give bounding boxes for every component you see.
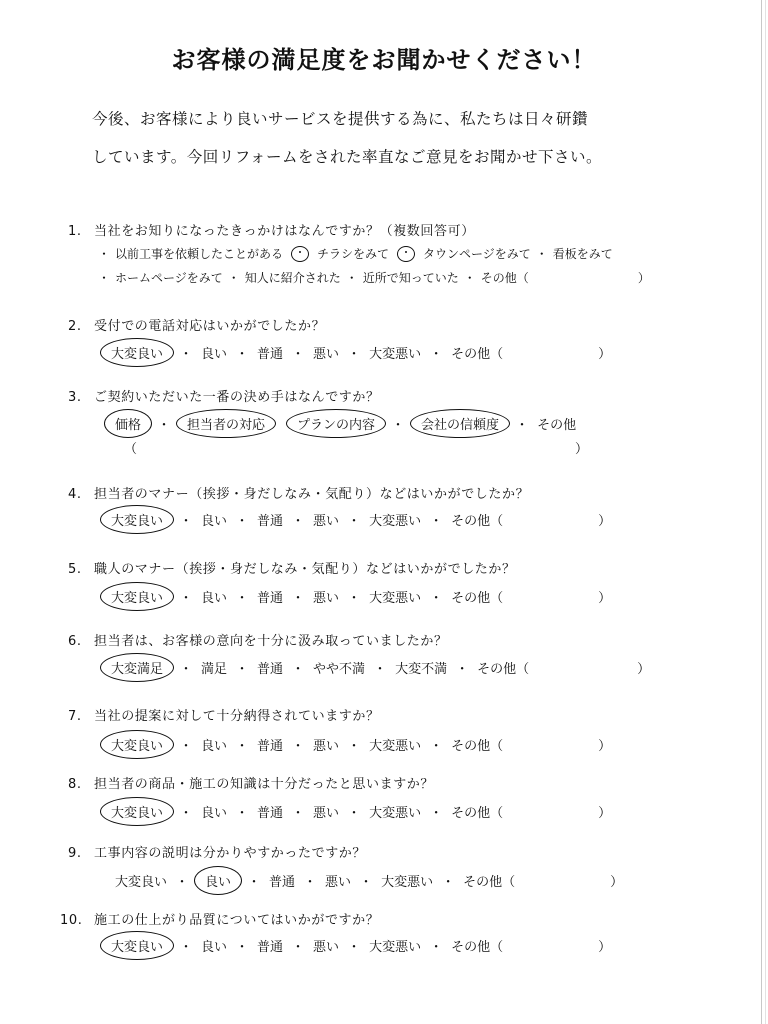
question-number: 1. — [68, 224, 82, 239]
option[interactable]: 悪い — [313, 739, 340, 754]
q1-options-row-1: ・ 以前工事を依頼したことがある ・ チラシをみて ・ タウンページをみて ・ 看板をみて — [96, 243, 616, 264]
option[interactable]: 普通 — [257, 514, 284, 529]
option[interactable]: 大変悪い — [369, 591, 422, 606]
option[interactable]: やや不満 — [313, 662, 366, 677]
selected-mark[interactable]: ・ — [397, 246, 415, 262]
option-other[interactable]: その他（ — [451, 347, 504, 362]
option[interactable]: 知人に紹介された — [244, 271, 341, 285]
option[interactable]: 看板をみて — [552, 247, 613, 261]
question-number: 5. — [68, 562, 82, 577]
q3-other-line — [124, 438, 588, 457]
option-other[interactable]: その他（ — [480, 271, 529, 285]
close-paren: ） — [598, 591, 612, 606]
option[interactable]: 良い — [201, 940, 228, 955]
question-1 — [68, 220, 475, 239]
question-5 — [68, 558, 516, 577]
q1-options-row-2: ・ ホームページをみて ・ 知人に紹介された ・ 近所で知っていた ・ その他（ ） — [96, 267, 650, 288]
option-other[interactable]: その他（ — [451, 591, 504, 606]
question-number: 3. — [68, 390, 82, 405]
option[interactable]: 悪い — [325, 875, 352, 890]
option[interactable]: 満足 — [201, 662, 228, 677]
close-paren: ） — [598, 739, 612, 754]
option-selected[interactable]: 担当者の対応 — [176, 409, 276, 438]
question-6 — [68, 630, 448, 649]
q8-options: 大変良い ・ 良い ・ 普通 ・ 悪い ・ 大変悪い ・ その他（ ） — [100, 797, 611, 826]
option[interactable]: 大変悪い — [369, 806, 422, 821]
q2-options: 大変良い ・ 良い ・ 普通 ・ 悪い ・ 大変悪い ・ その他（ ） — [100, 338, 611, 367]
page-title: お客様の満足度をお聞かせください！ — [171, 46, 597, 74]
option[interactable]: 普通 — [257, 662, 284, 677]
question-number: 8. — [68, 777, 82, 792]
option-selected[interactable]: 会社の信頼度 — [410, 409, 510, 438]
option-selected[interactable]: 大変良い — [100, 505, 174, 534]
question-4 — [68, 483, 529, 502]
option[interactable]: タウンページをみて — [423, 247, 531, 261]
option[interactable]: 悪い — [313, 940, 340, 955]
option-other[interactable]: その他 — [537, 418, 577, 433]
option-other[interactable]: その他（ — [451, 806, 504, 821]
close-paren: ） — [598, 806, 612, 821]
option[interactable]: 近所で知っていた — [362, 271, 459, 285]
close-paren: ） — [575, 442, 589, 457]
scan-edge-line — [765, 0, 766, 1024]
option[interactable]: 良い — [201, 347, 228, 362]
q9-options: 大変良い ・ 良い ・ 普通 ・ 悪い ・ 大変悪い ・ その他（ ） — [112, 866, 623, 895]
q5-options: 大変良い ・ 良い ・ 普通 ・ 悪い ・ 大変悪い ・ その他（ ） — [100, 582, 611, 611]
question-number: 7. — [68, 709, 82, 724]
question-number: 2. — [68, 319, 82, 334]
question-text: ご契約いただいた一番の決め手はなんですか？ — [94, 390, 380, 405]
close-paren: ） — [598, 347, 612, 362]
option-selected[interactable]: 大変良い — [100, 730, 174, 759]
option[interactable]: 良い — [201, 739, 228, 754]
option[interactable]: 普通 — [269, 875, 296, 890]
option[interactable]: 悪い — [313, 591, 340, 606]
scan-edge-line — [761, 0, 762, 1024]
question-number: 10. — [60, 913, 83, 928]
option[interactable]: 普通 — [257, 739, 284, 754]
option-selected[interactable]: 大変良い — [100, 582, 174, 611]
q6-options: 大変満足 ・ 満足 ・ 普通 ・ やや不満 ・ 大変不満 ・ その他（ ） — [100, 653, 650, 682]
selected-mark[interactable]: ・ — [291, 246, 309, 262]
close-paren: ） — [598, 940, 612, 955]
question-text: 当社をお知りになったきっかけはなんですか？（複数回答可） — [94, 224, 475, 239]
option[interactable]: 大変悪い — [381, 875, 434, 890]
option[interactable]: 普通 — [257, 806, 284, 821]
q10-options: 大変良い ・ 良い ・ 普通 ・ 悪い ・ 大変悪い ・ その他（ ） — [100, 931, 611, 960]
option-other[interactable]: その他（ — [451, 739, 504, 754]
question-text: 施工の仕上がり品質についてはいかがですか？ — [94, 913, 380, 928]
option-other[interactable]: その他（ — [477, 662, 530, 677]
option[interactable]: 大変良い — [115, 875, 168, 890]
option-selected[interactable]: 大変良い — [100, 931, 174, 960]
option[interactable]: 良い — [201, 591, 228, 606]
option-other[interactable]: その他（ — [451, 514, 504, 529]
option-selected[interactable]: 大変満足 — [100, 653, 174, 682]
close-paren: ） — [610, 875, 624, 890]
option[interactable]: 大変不満 — [395, 662, 448, 677]
close-paren: ） — [637, 271, 650, 285]
question-text: 工事内容の説明は分かりやすかったですか？ — [94, 846, 367, 861]
open-paren: （ — [124, 442, 138, 457]
question-2 — [68, 315, 325, 334]
question-8 — [68, 773, 434, 792]
option[interactable]: 大変悪い — [369, 739, 422, 754]
option[interactable]: 良い — [201, 514, 228, 529]
option[interactable]: 悪い — [313, 347, 340, 362]
question-text: 担当者の商品・施工の知識は十分だったと思いますか？ — [94, 777, 435, 792]
option-selected[interactable]: プランの内容 — [286, 409, 386, 438]
option[interactable]: 以前工事を依頼したことがある — [115, 247, 284, 261]
option-other[interactable]: その他（ — [463, 875, 516, 890]
option-selected[interactable]: 価格 — [104, 409, 152, 438]
option[interactable]: 良い — [201, 806, 228, 821]
option[interactable]: 普通 — [257, 347, 284, 362]
option-selected[interactable]: 良い — [194, 866, 242, 895]
option[interactable]: 普通 — [257, 940, 284, 955]
close-paren: ） — [637, 662, 651, 677]
question-text: 当社の提案に対して十分納得されていますか？ — [94, 709, 380, 724]
option[interactable]: 大変悪い — [369, 514, 422, 529]
question-7 — [68, 705, 380, 724]
question-10 — [60, 909, 379, 928]
option[interactable]: 普通 — [257, 591, 284, 606]
option[interactable]: チラシをみて — [317, 247, 390, 261]
option[interactable]: 悪い — [313, 806, 340, 821]
q7-options: 大変良い ・ 良い ・ 普通 ・ 悪い ・ 大変悪い ・ その他（ ） — [100, 730, 611, 759]
option[interactable]: 大変悪い — [369, 940, 422, 955]
option-selected[interactable]: 大変良い — [100, 797, 174, 826]
q3-options: 価格 ・ 担当者の対応 プランの内容 ・ 会社の信頼度 ・ その他 — [104, 409, 579, 438]
option[interactable]: 大変悪い — [369, 347, 422, 362]
option[interactable]: ホームページをみて — [115, 271, 223, 285]
option-other[interactable]: その他（ — [451, 940, 504, 955]
option-selected[interactable]: 大変良い — [100, 338, 174, 367]
question-number: 4. — [68, 487, 82, 502]
question-9 — [68, 842, 366, 861]
question-text: 担当者のマナー（挨拶・身だしなみ・気配り）などはいかがでしたか？ — [94, 487, 530, 502]
close-paren: ） — [598, 514, 612, 529]
question-3 — [68, 386, 380, 405]
intro-line-1: 今後、お客様により良いサービスを提供する為に、私たちは日々研鑽 — [92, 110, 589, 128]
question-text: 職人のマナー（挨拶・身だしなみ・気配り）などはいかがでしたか？ — [94, 562, 516, 577]
intro-line-2: しています。今回リフォームをされた率直なご意見をお聞かせ下さい。 — [92, 148, 602, 166]
q4-options: 大変良い ・ 良い ・ 普通 ・ 悪い ・ 大変悪い ・ その他（ ） — [100, 505, 611, 534]
question-number: 9. — [68, 846, 82, 861]
question-number: 6. — [68, 634, 82, 649]
question-text: 受付での電話対応はいかがでしたか？ — [94, 319, 326, 334]
option[interactable]: 悪い — [313, 514, 340, 529]
question-text: 担当者は、お客様の意向を十分に汲み取っていましたか？ — [94, 634, 448, 649]
